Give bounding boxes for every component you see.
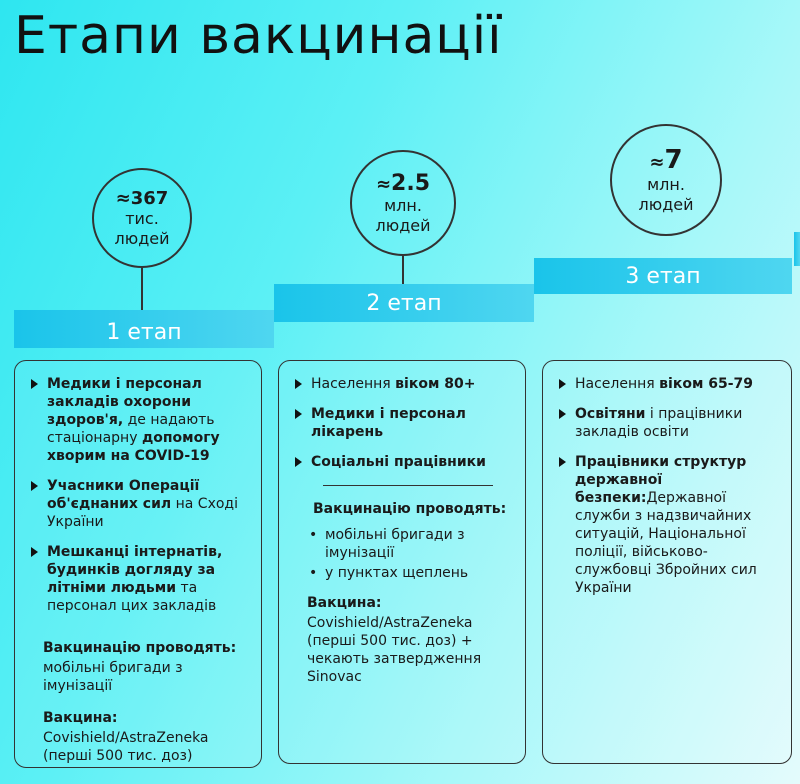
stage-2-item-social-workers: Соціальні працівники bbox=[293, 453, 511, 471]
stage-1-count-prefix: ≈ bbox=[115, 187, 131, 209]
stage-2-item-elderly-text: Населення bbox=[311, 376, 396, 392]
stage-1-conduct-value: мобільні бригади з імунізації bbox=[43, 660, 183, 694]
stage-3-card bbox=[542, 360, 792, 764]
stage-2-item-elderly bbox=[293, 375, 511, 393]
stage-2-conduct-item-1: • мобільні бригади з імунізації bbox=[293, 526, 503, 562]
stage-3-item-elderly-bold: віком 65-79 bbox=[659, 376, 754, 392]
stage-2-label: 2 етап bbox=[366, 290, 442, 316]
stage-2-count-bubble bbox=[350, 150, 456, 256]
stage-2-conduct-item-2: • у пунктах щеплень bbox=[293, 564, 511, 582]
stage-2-bar bbox=[274, 284, 534, 322]
stage-3-unit2: людей bbox=[638, 195, 694, 214]
stage-1-conduct-label: Вакцинацію проводять: bbox=[43, 640, 237, 656]
stage-1-item-medics-text: де надають стаціонарну bbox=[47, 412, 215, 446]
stage-3-unit1: млн. bbox=[647, 175, 685, 194]
stage-3-item-elderly bbox=[557, 375, 777, 393]
stage-2-count-prefix: ≈ bbox=[375, 173, 392, 195]
stage-1-item-medics-bold2: допомогу хворим на COVID-19 bbox=[47, 430, 220, 464]
stage-1-bar bbox=[14, 310, 274, 348]
stage-1-item-military bbox=[29, 477, 247, 531]
stage-1-vaccine-label: Вакцина: bbox=[43, 710, 118, 726]
stage-2-vaccine-label: Вакцина: bbox=[307, 595, 382, 611]
stage-2-conduct-label: Вакцинацію проводять: bbox=[313, 501, 507, 517]
stage-3-item-educators-bold: Освітяни bbox=[575, 406, 646, 422]
stage-1-item-military-bold: Учасники Операції об'єднаних сил bbox=[47, 478, 200, 512]
stage-next-bar-edge bbox=[794, 232, 800, 266]
stage-3-count-bubble bbox=[610, 124, 722, 236]
stage-2-item-elderly-bold: віком 80+ bbox=[395, 376, 476, 392]
stage-3-item-security bbox=[557, 453, 777, 597]
stage-2-unit1: млн. bbox=[384, 195, 422, 215]
stage-1-count: 367 bbox=[130, 187, 169, 209]
stage-1-item-care-homes bbox=[29, 543, 247, 615]
stage-3-count-prefix: ≈ bbox=[649, 152, 665, 173]
stage-1-stem bbox=[141, 268, 143, 310]
stage-2-count: 2.5 bbox=[391, 170, 431, 196]
page-title: Етапи вакцинації bbox=[14, 6, 503, 66]
stage-2-card bbox=[278, 360, 526, 764]
stage-2-item-hospital-staff: Медики і персонал лікарень bbox=[293, 405, 511, 441]
stage-3-item-security-text: Державної служби з надзвичайних ситуацій, Національної поліції, військово-службовці Збройних сил України bbox=[575, 490, 757, 596]
stage-2-vaccine-value: Covishield/AstraZeneka (перші 500 тис. доз) + чекають затвердження Sinovac bbox=[307, 615, 482, 685]
stage-3-item-security-bold: Працівники структур державної безпеки: bbox=[575, 454, 747, 506]
stage-1-count-bubble bbox=[92, 168, 192, 268]
stage-3-bar bbox=[534, 258, 792, 294]
stage-2-stem bbox=[402, 256, 404, 284]
stage-1-label: 1 етап bbox=[106, 319, 182, 345]
stage-1-vaccine-value: Covishield/AstraZeneka (перші 500 тис. доз) bbox=[43, 730, 209, 764]
stage-1-unit1: тис. bbox=[125, 208, 159, 228]
stage-1-item-care-homes-bold: Мешканці інтернатів, будинків догляду за літніми людьми bbox=[47, 544, 223, 596]
stage-2-unit2: людей bbox=[375, 215, 431, 235]
stage-2-divider bbox=[323, 485, 493, 486]
stage-1-item-medics bbox=[29, 375, 247, 465]
stage-1-item-medics-bold: Медики і персонал закладів охорони здоров'я, bbox=[47, 376, 202, 428]
stage-3-item-elderly-text: Населення bbox=[575, 376, 660, 392]
stage-1-item-military-text: на Сході України bbox=[47, 496, 238, 530]
stage-3-label: 3 етап bbox=[625, 263, 701, 289]
stage-1-item-care-homes-text: та персонал цих закладів bbox=[47, 580, 217, 614]
stage-1-card bbox=[14, 360, 262, 768]
stage-3-count: 7 bbox=[664, 145, 683, 175]
stage-1-unit2: людей bbox=[114, 228, 170, 248]
stage-3-item-educators-text: і працівники закладів освіти bbox=[575, 406, 743, 440]
stage-3-item-educators bbox=[557, 405, 777, 441]
